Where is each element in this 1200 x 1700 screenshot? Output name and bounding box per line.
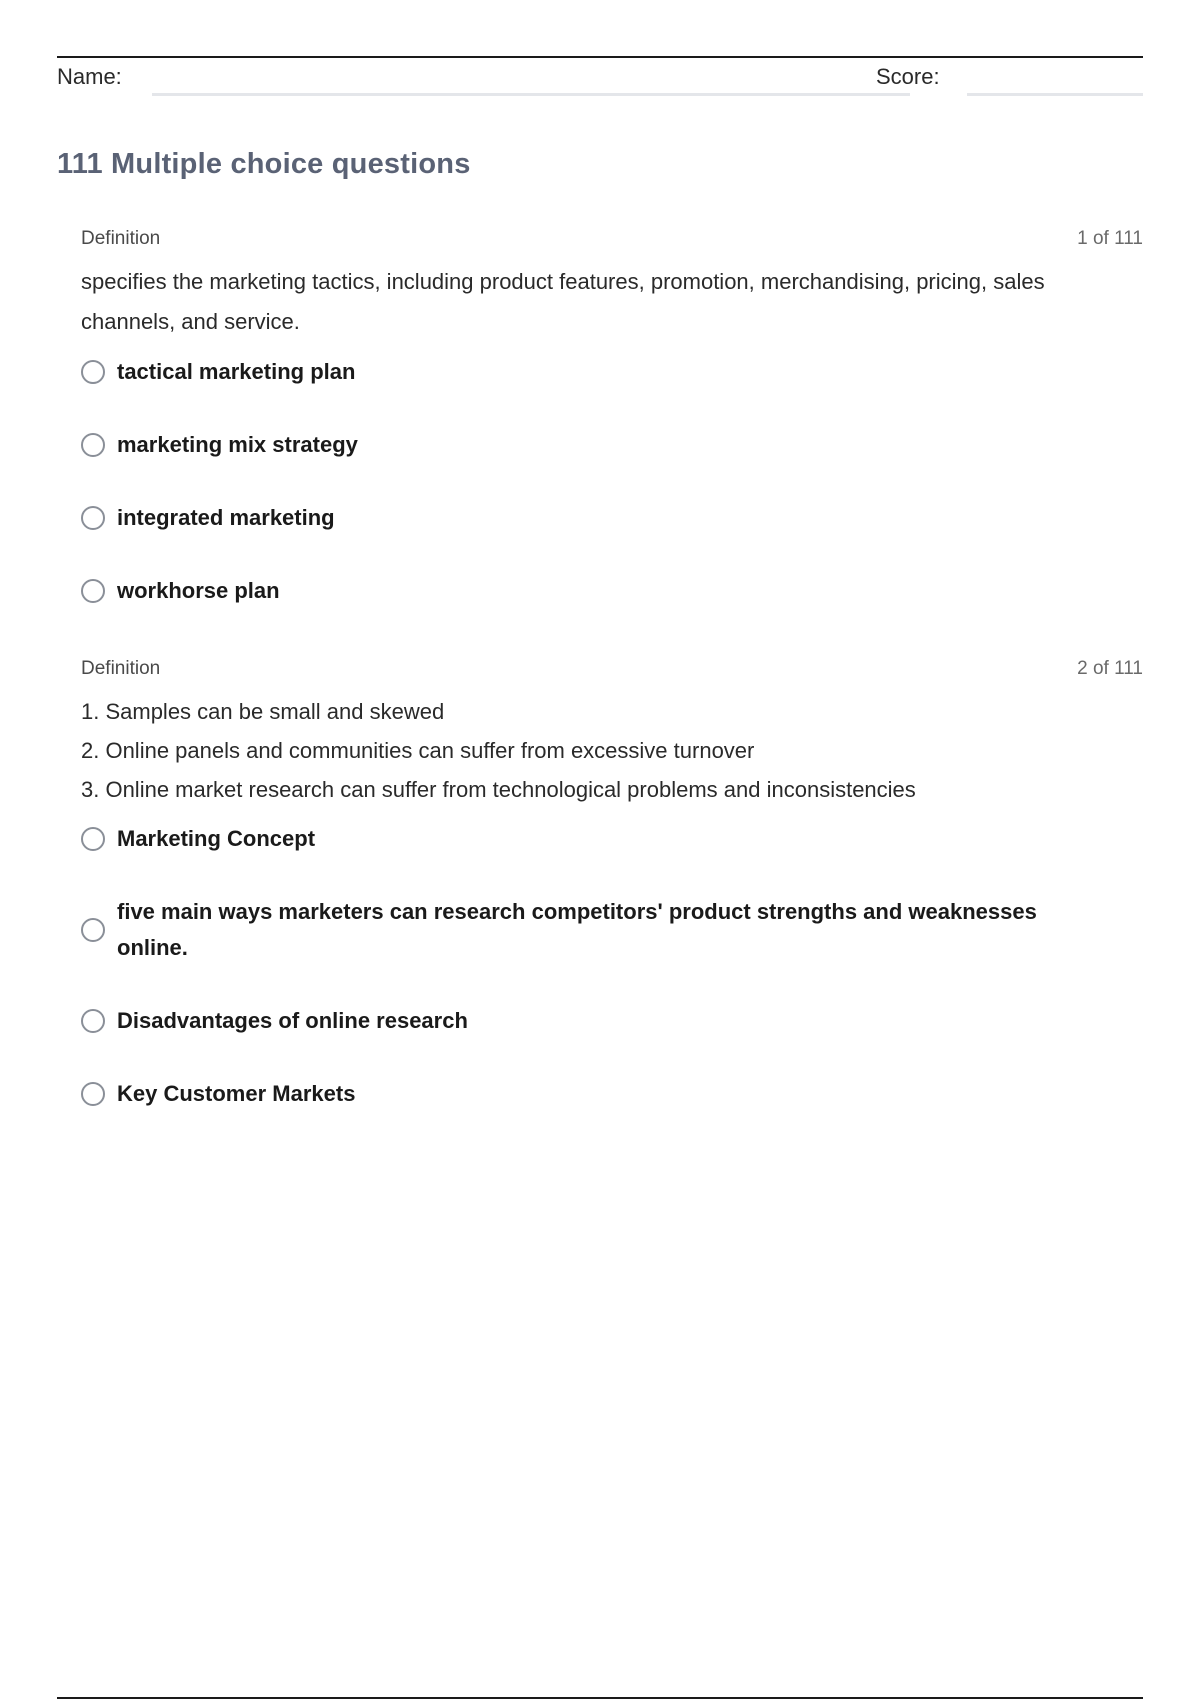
answer-option-label: marketing mix strategy <box>117 432 358 457</box>
radio-button[interactable] <box>81 360 105 384</box>
answer-option-label: Marketing Concept <box>117 826 316 851</box>
answer-option-label: integrated marketing <box>117 505 335 530</box>
question-header <box>81 228 1143 254</box>
prompt-line: 1. Samples can be small and skewed <box>81 699 445 724</box>
question-card <box>81 658 1143 1149</box>
radio-button[interactable] <box>81 1009 105 1033</box>
question-card <box>81 228 1143 646</box>
answer-options <box>81 821 1143 1112</box>
answer-option[interactable] <box>81 1003 1143 1039</box>
question-counter: 2 of 111 <box>1077 658 1143 679</box>
answer-option-label: five main ways marketers can research competitors' product strengths and weaknesses online. <box>117 899 1037 960</box>
question-prompt <box>81 692 1143 809</box>
bottom-divider <box>57 1697 1143 1699</box>
answer-options <box>81 354 1143 609</box>
radio-button[interactable] <box>81 1082 105 1106</box>
header-row <box>57 58 1143 98</box>
question-type-label: Definition <box>81 228 161 249</box>
answer-option[interactable] <box>81 500 1143 536</box>
name-label: Name: <box>57 64 122 89</box>
answer-option-label: workhorse plan <box>117 578 280 603</box>
radio-button[interactable] <box>81 579 105 603</box>
score-field[interactable] <box>967 93 1143 96</box>
answer-option[interactable] <box>81 573 1143 609</box>
question-type-label: Definition <box>81 658 161 679</box>
radio-button[interactable] <box>81 918 105 942</box>
radio-button[interactable] <box>81 433 105 457</box>
answer-option[interactable] <box>81 821 1143 857</box>
answer-option[interactable] <box>81 354 1143 390</box>
answer-option[interactable] <box>81 1076 1143 1112</box>
score-label: Score: <box>876 64 940 89</box>
answer-option[interactable] <box>81 894 1143 966</box>
prompt-line: 2. Online panels and communities can suffer from excessive turnover <box>81 738 755 763</box>
question-header <box>81 658 1143 684</box>
answer-option-label: Disadvantages of online research <box>117 1008 468 1033</box>
radio-button[interactable] <box>81 506 105 530</box>
name-field[interactable] <box>152 93 910 96</box>
worksheet-page <box>57 0 1143 1700</box>
question-counter: 1 of 111 <box>1077 228 1143 249</box>
question-prompt: specifies the marketing tactics, including product features, promotion, merchandising, pricing, sales channels, and service. <box>81 269 1045 334</box>
answer-option[interactable] <box>81 427 1143 463</box>
page-title: 111 Multiple choice questions <box>57 148 471 180</box>
prompt-line: 3. Online market research can suffer from technological problems and inconsistencies <box>81 777 916 802</box>
answer-option-label: Key Customer Markets <box>117 1081 356 1106</box>
radio-button[interactable] <box>81 827 105 851</box>
answer-option-label: tactical marketing plan <box>117 359 356 384</box>
